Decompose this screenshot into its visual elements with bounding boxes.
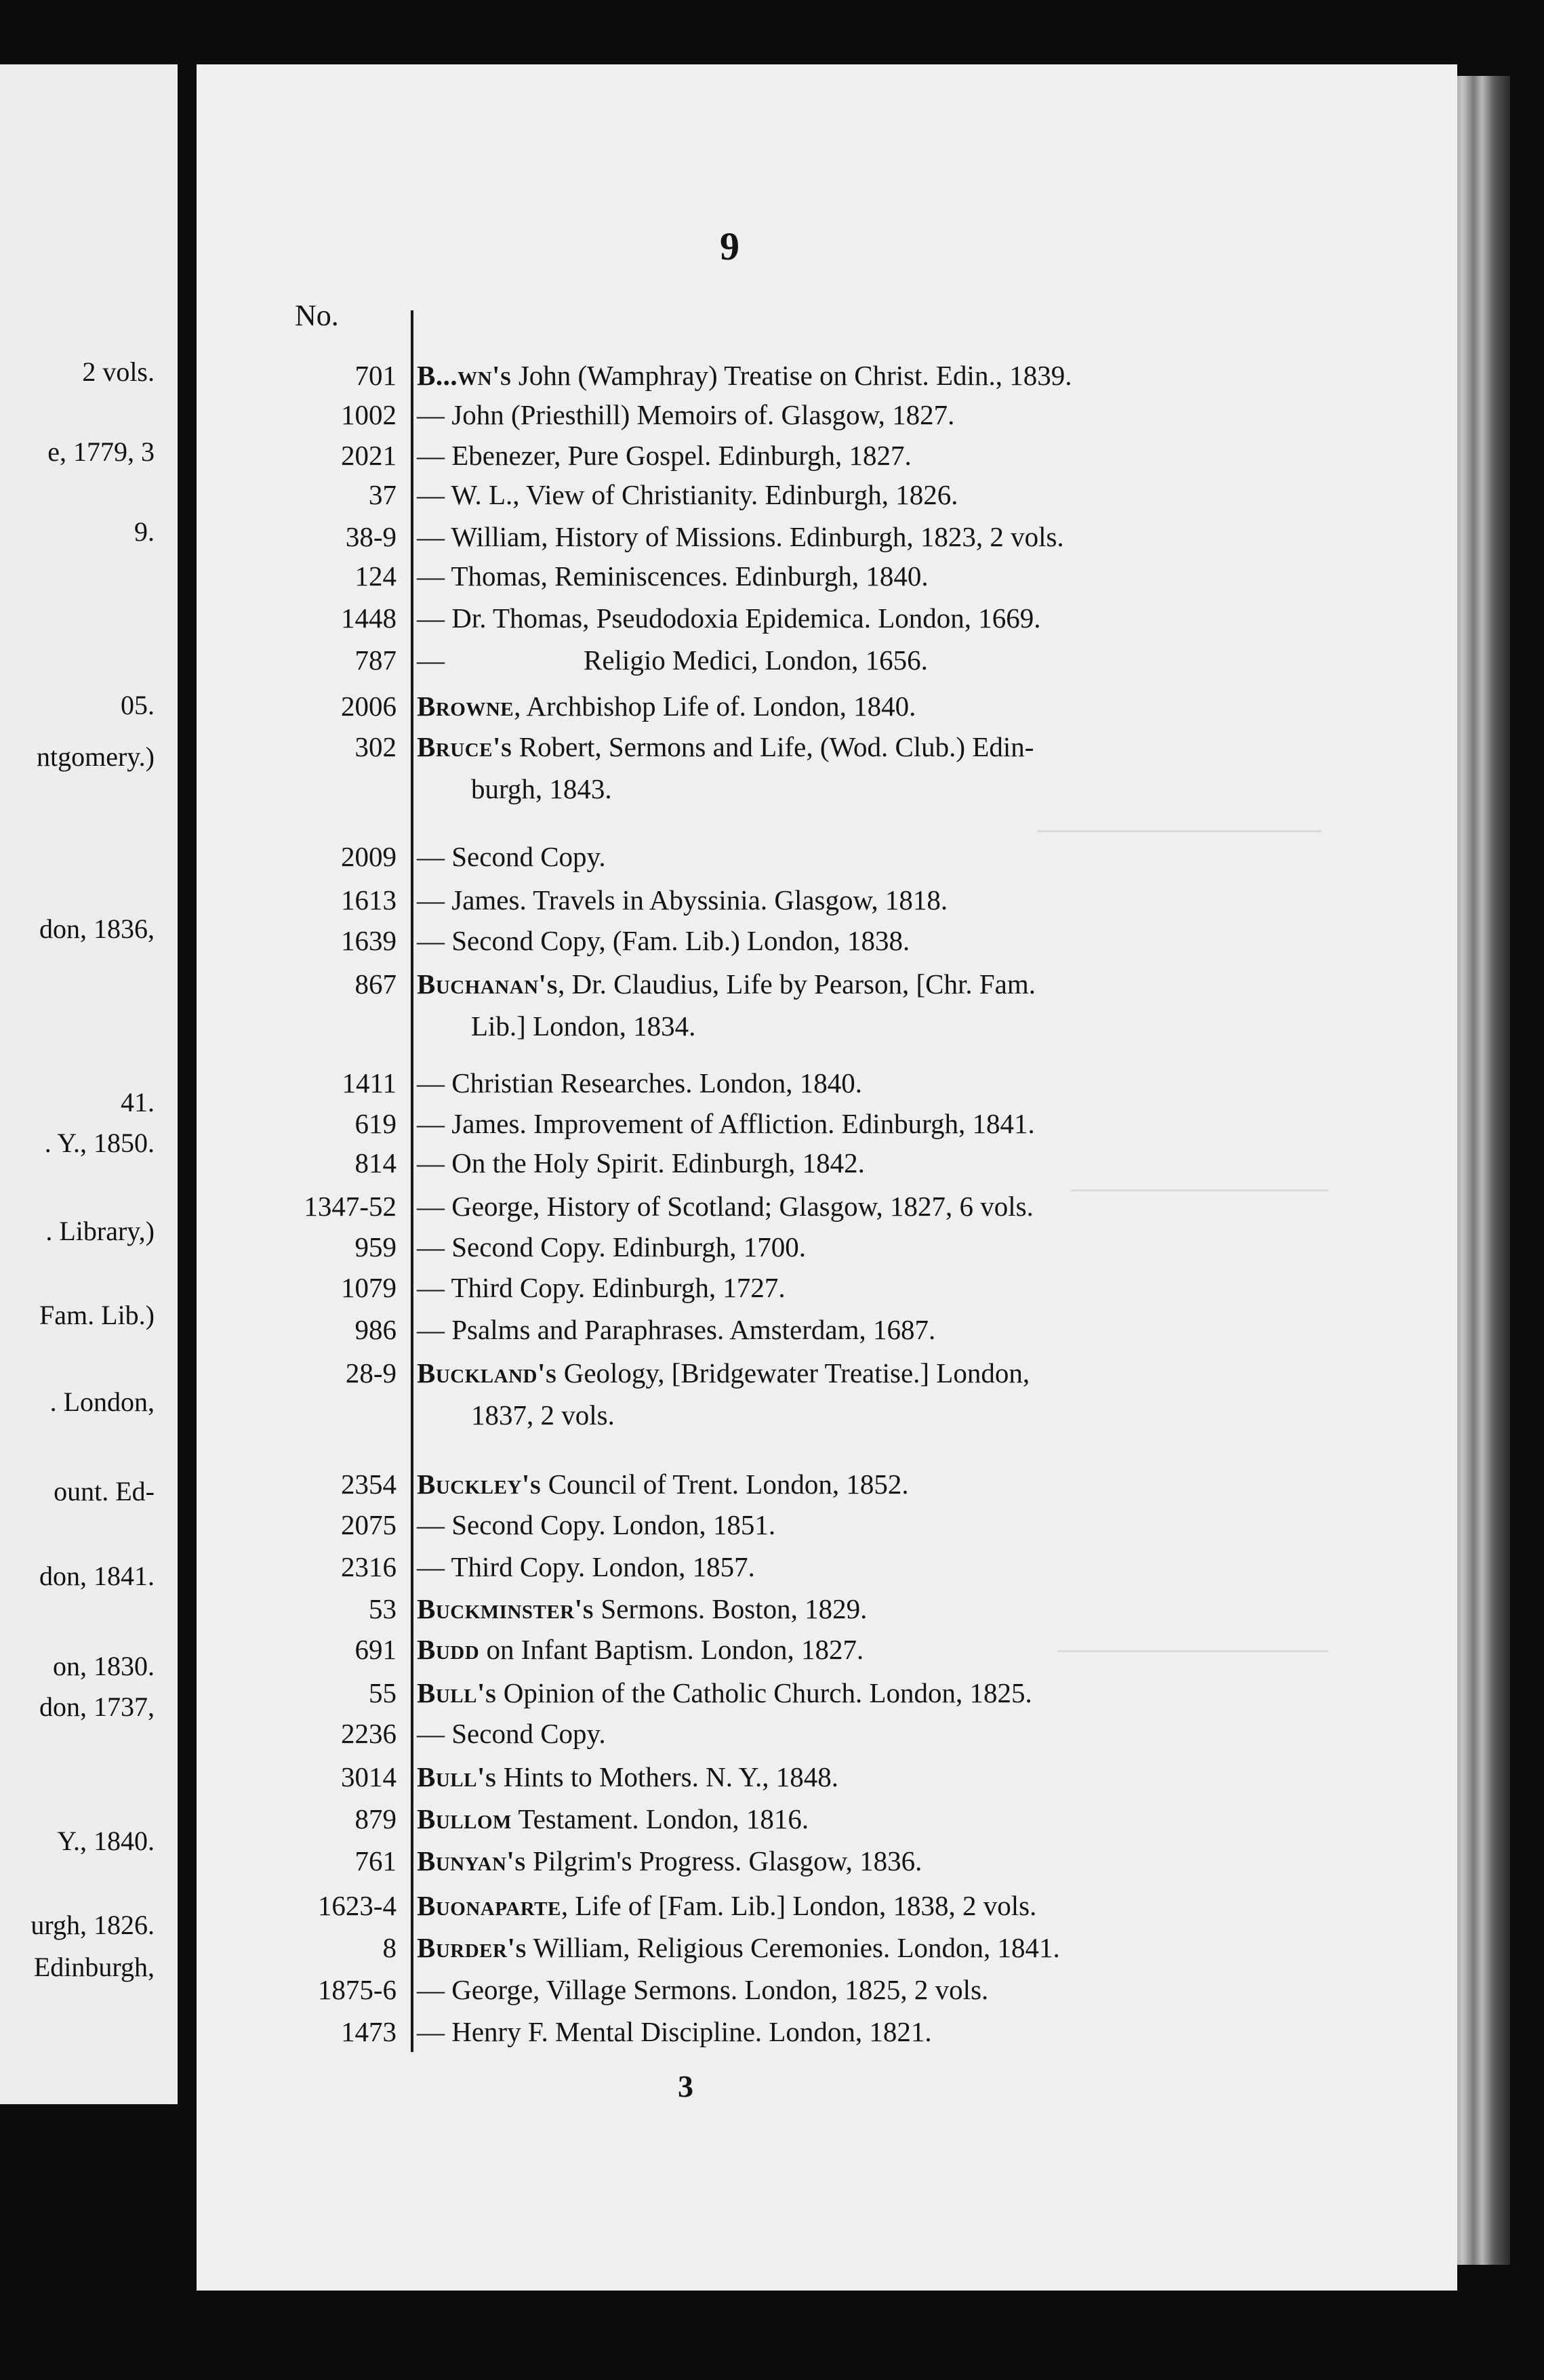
entry-number: 1473 <box>341 2016 397 2047</box>
left-page-line: . Library,) <box>45 1216 155 1246</box>
entry-text <box>417 840 606 873</box>
entry-author: Bull's <box>417 1761 497 1792</box>
entry-text <box>417 439 912 472</box>
entry-title: , Archbishop Life of. London, 1840. <box>514 691 916 722</box>
entry-text <box>417 1889 1036 1922</box>
entry-number: 3014 <box>341 1761 397 1792</box>
entry-number: 1875-6 <box>317 1974 397 2005</box>
entry-number: 1002 <box>341 399 397 430</box>
entry-title: Council of Trent. London, 1852. <box>541 1469 909 1500</box>
entry-number: 2075 <box>341 1509 397 1540</box>
left-page-line: 05. <box>121 690 155 720</box>
entry-title: Robert, Sermons and Life, (Wod. Club.) Edin- <box>512 731 1034 762</box>
entry-text <box>417 884 948 916</box>
entry-number: 53 <box>369 1593 397 1624</box>
entry-author: Buckminster's <box>417 1593 594 1624</box>
entry-title: — Second Copy. Edinburgh, 1700. <box>417 1231 806 1263</box>
entry-title: — On the Holy Spirit. Edinburgh, 1842. <box>417 1147 865 1178</box>
left-page-line: 9. <box>134 516 155 547</box>
left-page-line: ount. Ed- <box>54 1476 155 1506</box>
entry-number: 959 <box>354 1231 397 1263</box>
entry-author: B...wn's <box>417 360 512 391</box>
entry-number: 867 <box>354 968 397 1000</box>
entry-text <box>417 1677 1032 1709</box>
entry-number: 1448 <box>341 602 397 634</box>
entry-title: — Second Copy. <box>417 1718 606 1749</box>
entry-title: — Ebenezer, Pure Gospel. Edinburgh, 1827. <box>417 440 912 471</box>
bleed-through-mark <box>1037 830 1322 832</box>
entry-number: 2236 <box>341 1718 397 1749</box>
entry-text <box>417 398 954 431</box>
left-page-line: Fam. Lib.) <box>39 1300 155 1330</box>
entry-title: William, Religious Ceremonies. London, 1841. <box>526 1932 1060 1963</box>
entry-number: 619 <box>354 1108 397 1139</box>
entry-title: Hints to Mothers. N. Y., 1848. <box>496 1761 839 1792</box>
entry-author: Bullom <box>417 1803 512 1834</box>
entry-author: Buonaparte <box>417 1890 561 1921</box>
entry-text <box>417 478 958 511</box>
entry-number: 761 <box>354 1845 397 1876</box>
entry-text <box>417 1845 922 1877</box>
entry-title: Testament. London, 1816. <box>511 1803 809 1834</box>
entry-title: — Thomas, Reminiscences. Edinburgh, 1840. <box>417 560 929 592</box>
entry-text <box>417 1067 862 1099</box>
entry-text <box>417 1107 1035 1140</box>
entry-text <box>417 1633 864 1666</box>
entry-continuation: 1837, 2 vols. <box>471 1399 615 1431</box>
entry-number: 2009 <box>341 841 397 872</box>
entry-number: 38-9 <box>345 521 397 552</box>
entry-number: 1079 <box>341 1272 397 1303</box>
entry-text <box>417 1593 867 1625</box>
entry-number: 55 <box>369 1677 397 1708</box>
entry-text <box>417 2015 932 2048</box>
entry-text <box>417 1551 755 1583</box>
entry-title: — James. Improvement of Affliction. Edinburgh, 1841. <box>417 1108 1035 1139</box>
page-number: 9 <box>720 224 739 268</box>
entry-number: 701 <box>354 360 397 391</box>
entry-title: Geology, [Bridgewater Treatise.] London, <box>556 1357 1030 1389</box>
left-page-line: don, 1841. <box>39 1561 155 1591</box>
entry-title: — George, History of Scotland; Glasgow, 1827, 6 vols. <box>417 1191 1034 1222</box>
entry-text <box>417 731 1034 763</box>
entry-number: 814 <box>354 1147 397 1178</box>
entry-number: 1411 <box>342 1067 397 1099</box>
entry-author: Buchanan's <box>417 968 558 1000</box>
entry-author: Budd <box>417 1634 480 1665</box>
entry-text <box>417 1931 1060 1964</box>
entry-text <box>417 1271 786 1304</box>
entry-number: 124 <box>354 560 397 592</box>
entry-text <box>417 1313 935 1346</box>
entry-title: John (Wamphray) Treatise on Christ. Edin., 1839. <box>511 360 1072 391</box>
entry-title: — Christian Researches. London, 1840. <box>417 1067 863 1099</box>
entry-number: 1613 <box>341 884 397 916</box>
entry-text <box>417 1468 909 1500</box>
entry-number: 2316 <box>341 1551 397 1582</box>
left-page-line: don, 1737, <box>39 1691 155 1722</box>
entry-text <box>417 560 929 592</box>
entry-text <box>417 690 916 722</box>
entry-title: , Dr. Claudius, Life by Pearson, [Chr. Fam. <box>558 968 1036 1000</box>
entry-title: — Religio Medici, London, 1656. <box>417 644 928 676</box>
left-page-line: Y., 1840. <box>57 1826 155 1856</box>
left-page-line: e, 1779, 3 <box>47 436 155 467</box>
entry-text <box>417 1357 1030 1389</box>
entry-title: — W. L., View of Christianity. Edinburgh, 1826. <box>417 479 958 510</box>
bleed-through-mark <box>1057 1650 1328 1652</box>
entry-title: — George, Village Sermons. London, 1825, 2 vols. <box>417 1974 989 2005</box>
bleed-through-mark <box>1071 1189 1328 1191</box>
entry-text <box>417 1509 775 1541</box>
entry-text <box>417 1717 606 1750</box>
entry-author: Bull's <box>417 1677 497 1708</box>
entry-number: 879 <box>354 1803 397 1834</box>
entry-author: Bunyan's <box>417 1845 526 1876</box>
entry-number: 2006 <box>341 691 397 722</box>
entry-number: 787 <box>354 644 397 676</box>
entry-text <box>417 520 1064 553</box>
left-page-line: 41. <box>121 1087 155 1117</box>
entry-continuation: burgh, 1843. <box>471 773 612 804</box>
entry-title: — John (Priesthill) Memoirs of. Glasgow, 1827. <box>417 399 955 430</box>
entry-text <box>417 1803 809 1835</box>
entry-title: Sermons. Boston, 1829. <box>594 1593 868 1624</box>
entry-number: 8 <box>382 1932 397 1963</box>
entry-text <box>417 359 1072 392</box>
left-page-line: ntgomery.) <box>36 741 155 772</box>
column-header-no: No. <box>295 299 339 332</box>
entry-number: 37 <box>369 479 397 510</box>
left-page-line: don, 1836, <box>39 914 155 944</box>
entry-text <box>417 1761 838 1793</box>
entry-number: 28-9 <box>345 1357 397 1389</box>
entry-text <box>417 644 928 676</box>
entry-title: — Second Copy. <box>417 841 606 872</box>
entry-title: , Life of [Fam. Lib.] London, 1838, 2 vols. <box>561 1890 1037 1921</box>
entry-title: — Dr. Thomas, Pseudodoxia Epidemica. London, 1669. <box>417 602 1041 634</box>
entry-author: Browne <box>417 691 514 722</box>
entry-title: — Second Copy. London, 1851. <box>417 1509 776 1540</box>
entry-number: 302 <box>354 731 397 762</box>
entry-number: 691 <box>354 1634 397 1665</box>
entry-title: — Second Copy, (Fam. Lib.) London, 1838. <box>417 925 910 956</box>
entry-title: — Henry F. Mental Discipline. London, 1821. <box>417 2016 932 2047</box>
entry-continuation: Lib.] London, 1834. <box>471 1010 696 1042</box>
entry-title: Opinion of the Catholic Church. London, 1825. <box>496 1677 1032 1708</box>
entry-title: — Psalms and Paraphrases. Amsterdam, 1687. <box>417 1314 936 1345</box>
entry-number: 2021 <box>341 440 397 471</box>
entry-number: 986 <box>354 1314 397 1345</box>
entry-title: — Third Copy. London, 1857. <box>417 1551 755 1582</box>
entry-title: — William, History of Missions. Edinburgh, 1823, 2 vols. <box>417 521 1064 552</box>
entry-title: Pilgrim's Progress. Glasgow, 1836. <box>525 1845 922 1876</box>
left-page-line: Edinburgh, <box>33 1952 155 1982</box>
entry-text <box>417 1147 865 1179</box>
entry-author: Buckland's <box>417 1357 557 1389</box>
entry-number: 2354 <box>341 1469 397 1500</box>
entry-text <box>417 968 1036 1000</box>
entry-text <box>417 1190 1034 1223</box>
entry-text <box>417 924 910 957</box>
entry-title: — James. Travels in Abyssinia. Glasgow, 1818. <box>417 884 948 916</box>
previous-page-fragment <box>0 64 178 2104</box>
entry-text <box>417 1973 988 2006</box>
signature-mark: 3 <box>678 2069 693 2104</box>
entry-number: 1639 <box>341 925 397 956</box>
left-page-line: urgh, 1826. <box>31 1910 155 1940</box>
entry-text <box>417 602 1041 634</box>
entry-title: — Third Copy. Edinburgh, 1727. <box>417 1272 786 1303</box>
entry-author: Burder's <box>417 1932 527 1963</box>
left-page-line: on, 1830. <box>53 1651 155 1681</box>
column-divider <box>411 310 413 2052</box>
left-page-line: 2 vols. <box>82 356 155 387</box>
entry-text <box>417 1231 806 1263</box>
left-page-line: . Y., 1850. <box>44 1128 155 1158</box>
entry-title: on Infant Baptism. London, 1827. <box>479 1634 864 1665</box>
entry-number: 1347-52 <box>304 1191 397 1222</box>
entry-author: Bruce's <box>417 731 512 762</box>
entry-author: Buckley's <box>417 1469 542 1500</box>
entry-number: 1623-4 <box>317 1890 397 1921</box>
left-page-line: . London, <box>49 1387 155 1417</box>
